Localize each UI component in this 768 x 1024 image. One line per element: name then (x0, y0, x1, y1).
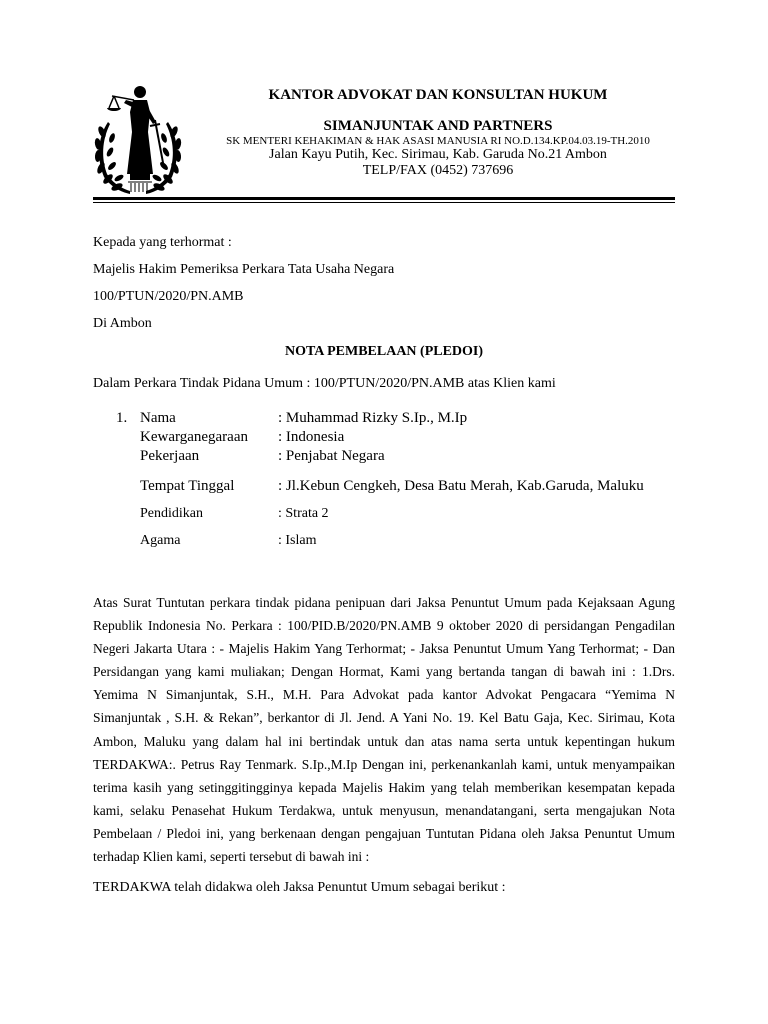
client-label-name: Nama (140, 410, 176, 426)
lady-justice-logo (90, 82, 186, 198)
client-value-education: : Strata 2 (278, 506, 329, 521)
letterhead-divider-thin (93, 202, 675, 203)
closing-line: TERDAKWA telah didakwa oleh Jaksa Penuntut Umum sebagai berikut : (93, 880, 506, 895)
office-heading: KANTOR ADVOKAT DAN KONSULTAN HUKUM (268, 87, 608, 103)
client-label-religion: Agama (140, 533, 181, 548)
greeting-line: Kepada yang terhormat : (93, 235, 232, 250)
office-address: Jalan Kayu Putih, Kec. Sirimau, Kab. Garuda No.21 Ambon (269, 147, 607, 162)
decree-number: SK MENTERI KEHAKIMAN & HAK ASASI MANUSIA RI NO.D.134.KP.04.03.19-TH.2010 (226, 135, 650, 147)
office-phone: TELP/FAX (0452) 737696 (362, 163, 514, 178)
firm-name: SIMANJUNTAK AND PARTNERS (323, 118, 553, 134)
client-label-residence: Tempat Tinggal (140, 478, 235, 494)
client-label-education: Pendidikan (140, 506, 203, 521)
intro-line: Dalam Perkara Tindak Pidana Umum : 100/PTUN/2020/PN.AMB atas Klien kami (93, 376, 556, 391)
client-label-citizenship: Kewarganegaraan (140, 429, 248, 445)
client-value-residence: : Jl.Kebun Cengkeh, Desa Batu Merah, Kab.Garuda, Maluku (278, 478, 644, 494)
letterhead-divider-thick (93, 197, 675, 200)
case-number-line: 100/PTUN/2020/PN.AMB (93, 289, 244, 304)
client-value-citizenship: : Indonesia (278, 429, 345, 445)
recipient-line: Majelis Hakim Pemeriksa Perkara Tata Usaha Negara (93, 262, 395, 277)
document-title: NOTA PEMBELAAN (PLEDOI) (284, 344, 484, 359)
place-line: Di Ambon (93, 316, 152, 331)
client-value-name: : Muhammad Rizky S.Ip., M.Ip (278, 410, 468, 426)
client-value-religion: : Islam (278, 533, 317, 548)
client-label-occupation: Pekerjaan (140, 448, 200, 464)
body-paragraph: Atas Surat Tuntutan perkara tindak pidana penipuan dari Jaksa Penuntut Umum pada Kejaksaan Agung Republik Indonesia No. Perkara : 100/PID.B/2020/PN.AMB 9 oktober 2020 di persidangan Pengadilan Negeri Jakarta Utara : - Majelis Hakim Yang Terhormat; - Jaksa Penuntut Umum Yang Terhormat; - Dan Persidangan yang kami muliakan; Dengan Hormat, Kami yang bertanda tangan di bawah ini : 1.Drs. Yemima N Simanjuntak, S.H., M.H. Para Advokat pada kantor Advokat Pengacara “Yemima N Simanjuntak , S.H. & Rekan”, berkantor di Jl. Jend. A Yani No. 19. Kel Batu Gaja, Kec. Sirimau, Kota Ambon, Maluku yang dalam hal ini bertindak untuk dan atas nama serta untuk kepentingan hukum TERDAKWA:. Petrus Ray Tenmark. S.Ip.,M.Ip Dengan ini, perkenankanlah kami, untuk menyampaikan terima kasih yang setinggitingginya kepada Majelis Hakim yang telah memberikan kesempatan kepada kami, selaku Penasehat Hukum Terdakwa, untuk menyusun, menandatangani, serta mengajukan Nota Pembelaan / Pledoi ini, yang berkenaan dengan pengajuan Tuntutan Pidana oleh Jaksa Penuntut Umum terhadap Klien kami, seperti tersebut di bawah ini : (93, 595, 675, 865)
client-value-occupation: : Penjabat Negara (278, 448, 385, 464)
client-list-number: 1. (116, 410, 128, 426)
